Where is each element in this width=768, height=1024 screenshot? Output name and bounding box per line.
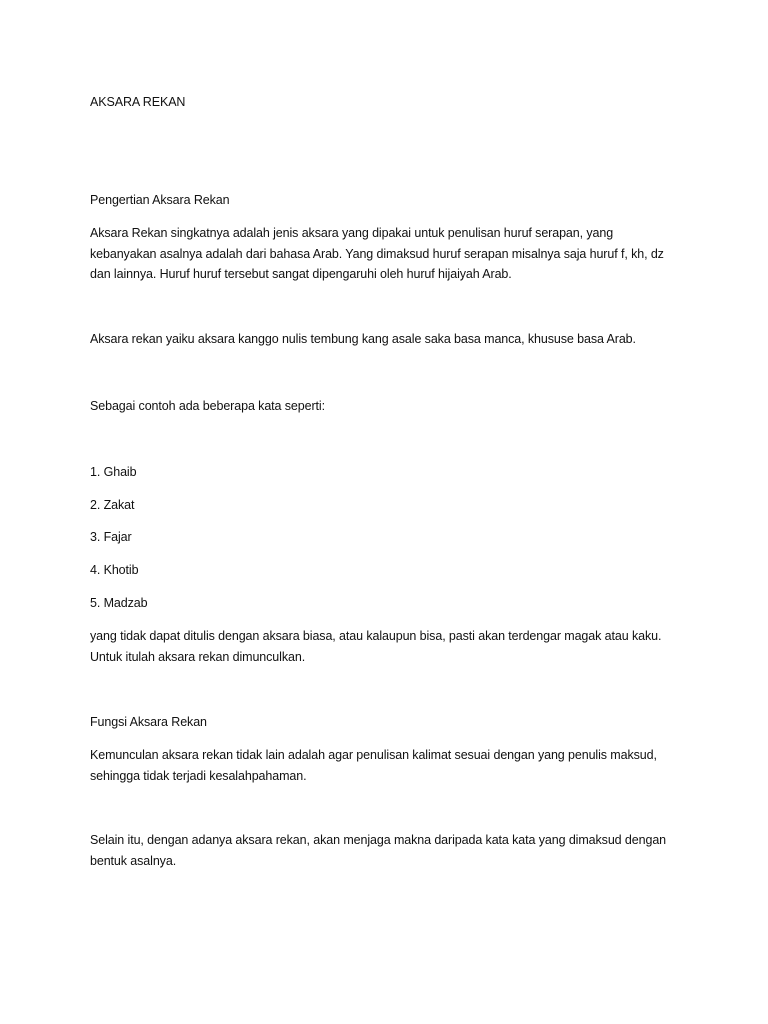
paragraph-line: Aksara Rekan singkatnya adalah jenis aksara yang dipakai untuk penulisan huruf serapan, yang — [90, 226, 614, 240]
list-item: 3. Fajar — [90, 530, 132, 544]
paragraph-definition — [90, 223, 690, 285]
list-item: 4. Khotib — [90, 563, 139, 577]
paragraph-meaning — [90, 830, 690, 871]
paragraph-line: Selain itu, dengan adanya aksara rekan, akan menjaga makna daripada kata kata yang dimaksud dengan — [90, 833, 667, 847]
paragraph-line: Kemunculan aksara rekan tidak lain adalah agar penulisan kalimat sesuai dengan yang penulis maksud, — [90, 748, 657, 762]
section-heading-pengertian: Pengertian Aksara Rekan — [90, 193, 230, 207]
paragraph-line: kebanyakan asalnya adalah dari bahasa Arab. Yang dimaksud huruf serapan misalnya saja huruf f, kh, dz — [90, 246, 664, 261]
paragraph-explanation — [90, 626, 690, 667]
paragraph-example-intro: Sebagai contoh ada beberapa kata seperti: — [90, 399, 325, 413]
paragraph-line: bentuk asalnya. — [90, 853, 177, 868]
list-item: 2. Zakat — [90, 498, 135, 512]
paragraph-line: yang tidak dapat ditulis dengan aksara biasa, atau kalaupun bisa, pasti akan terdengar magak atau kaku. — [90, 629, 662, 643]
paragraph-line: dan lainnya. Huruf huruf tersebut sangat dipengaruhi oleh huruf hijaiyah Arab. — [90, 267, 512, 281]
paragraph-line: Untuk itulah aksara rekan dimunculkan. — [90, 649, 306, 664]
paragraph-function — [90, 745, 690, 786]
section-heading-fungsi: Fungsi Aksara Rekan — [90, 715, 207, 729]
list-item: 5. Madzab — [90, 596, 148, 610]
list-item: 1. Ghaib — [90, 465, 137, 479]
paragraph-javanese-definition: Aksara rekan yaiku aksara kanggo nulis tembung kang asale saka basa manca, khususe basa Arab. — [90, 332, 636, 346]
document-title: AKSARA REKAN — [90, 95, 186, 109]
paragraph-line: sehingga tidak terjadi kesalahpahaman. — [90, 768, 307, 783]
